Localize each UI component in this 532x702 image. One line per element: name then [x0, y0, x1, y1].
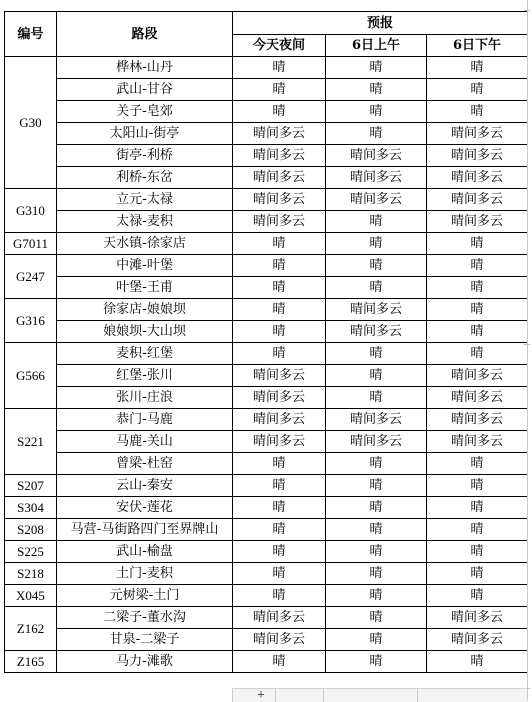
- table-row: [5, 607, 528, 629]
- route-cell: 甘泉-二梁子: [57, 629, 233, 651]
- route-cell: 马营-马街路四门至界牌山: [57, 519, 233, 541]
- forecast-afternoon-cell: 晴: [427, 101, 528, 123]
- table-row: [5, 57, 528, 79]
- table-row: [5, 629, 528, 651]
- forecast-tonight-cell: 晴: [233, 321, 326, 343]
- forecast-afternoon-cell: 晴: [427, 541, 528, 563]
- period-header-afternoon: 6日下午: [427, 35, 528, 57]
- table-row: [5, 563, 528, 585]
- route-cell: 恭门-马鹿: [57, 409, 233, 431]
- forecast-afternoon-cell: 晴: [427, 563, 528, 585]
- forecast-tonight-cell: 晴: [233, 255, 326, 277]
- forecast-afternoon-cell: 晴: [427, 497, 528, 519]
- forecast-afternoon-cell: 晴间多云: [427, 123, 528, 145]
- forecast-afternoon-cell: 晴间多云: [427, 211, 528, 233]
- forecast-tonight-cell: 晴间多云: [233, 365, 326, 387]
- forecast-afternoon-cell: 晴间多云: [427, 431, 528, 453]
- road-code-cell: S207: [5, 475, 57, 497]
- road-code-cell: Z165: [5, 651, 57, 673]
- route-cell: 中滩-叶堡: [57, 255, 233, 277]
- table-row: [5, 277, 528, 299]
- header-row-1: [5, 12, 528, 35]
- forecast-tonight-cell: 晴间多云: [233, 387, 326, 409]
- sheet-tab-bar: [232, 688, 527, 702]
- code-header: 编号: [5, 12, 57, 57]
- route-cell: 桦林-山丹: [57, 57, 233, 79]
- table-row: [5, 409, 528, 431]
- table-row: [5, 255, 528, 277]
- table-row: [5, 233, 528, 255]
- forecast-morning-cell: 晴: [326, 519, 427, 541]
- route-cell: 太阳山-街亭: [57, 123, 233, 145]
- forecast-tonight-cell: 晴: [233, 541, 326, 563]
- forecast-tonight-cell: 晴: [233, 563, 326, 585]
- forecast-tonight-cell: 晴: [233, 57, 326, 79]
- forecast-morning-cell: 晴间多云: [326, 299, 427, 321]
- table-row: [5, 79, 528, 101]
- table-row: [5, 101, 528, 123]
- forecast-tonight-cell: 晴间多云: [233, 431, 326, 453]
- forecast-tonight-cell: 晴间多云: [233, 629, 326, 651]
- forecast-tonight-cell: 晴: [233, 101, 326, 123]
- route-cell: 土门-麦积: [57, 563, 233, 585]
- table-row: [5, 387, 528, 409]
- forecast-sheet: [4, 11, 528, 673]
- forecast-tonight-cell: 晴间多云: [233, 211, 326, 233]
- forecast-afternoon-cell: 晴间多云: [427, 629, 528, 651]
- forecast-tonight-cell: 晴: [233, 299, 326, 321]
- forecast-morning-cell: 晴: [326, 277, 427, 299]
- forecast-tonight-cell: 晴: [233, 585, 326, 607]
- table-row: [5, 497, 528, 519]
- table-row: [5, 189, 528, 211]
- forecast-morning-cell: 晴: [326, 629, 427, 651]
- forecast-afternoon-cell: 晴: [427, 343, 528, 365]
- forecast-tonight-cell: 晴间多云: [233, 167, 326, 189]
- forecast-morning-cell: 晴: [326, 453, 427, 475]
- road-code-cell: S218: [5, 563, 57, 585]
- forecast-tonight-cell: 晴间多云: [233, 189, 326, 211]
- forecast-tonight-cell: 晴: [233, 79, 326, 101]
- forecast-afternoon-cell: 晴: [427, 277, 528, 299]
- route-cell: 麦积-红堡: [57, 343, 233, 365]
- route-cell: 天水镇-徐家店: [57, 233, 233, 255]
- forecast-morning-cell: 晴: [326, 101, 427, 123]
- page-right-edge: [527, 0, 528, 701]
- forecast-afternoon-cell: 晴: [427, 233, 528, 255]
- forecast-afternoon-cell: 晴: [427, 79, 528, 101]
- forecast-tonight-cell: 晴: [233, 497, 326, 519]
- forecast-tonight-cell: 晴: [233, 233, 326, 255]
- road-code-cell: Z162: [5, 607, 57, 651]
- table-row: [5, 299, 528, 321]
- forecast-afternoon-cell: 晴: [427, 255, 528, 277]
- route-cell: 张川-庄浪: [57, 387, 233, 409]
- forecast-morning-cell: 晴间多云: [326, 145, 427, 167]
- road-code-cell: S221: [5, 409, 57, 475]
- forecast-afternoon-cell: 晴: [427, 321, 528, 343]
- route-cell: 武山-甘谷: [57, 79, 233, 101]
- forecast-morning-cell: 晴: [326, 343, 427, 365]
- forecast-morning-cell: 晴: [326, 563, 427, 585]
- road-code-cell: G566: [5, 343, 57, 409]
- forecast-morning-cell: 晴间多云: [326, 167, 427, 189]
- add-sheet-button[interactable]: +: [257, 687, 265, 701]
- route-cell: 叶堡-王甫: [57, 277, 233, 299]
- forecast-afternoon-cell: 晴间多云: [427, 189, 528, 211]
- forecast-morning-cell: 晴: [326, 57, 427, 79]
- margin-marker: [524, 10, 530, 11]
- route-cell: 马力-滩歌: [57, 651, 233, 673]
- forecast-tonight-cell: 晴间多云: [233, 607, 326, 629]
- table-row: [5, 585, 528, 607]
- forecast-morning-cell: 晴间多云: [326, 409, 427, 431]
- table-row: [5, 519, 528, 541]
- road-code-cell: X045: [5, 585, 57, 607]
- forecast-afternoon-cell: 晴: [427, 475, 528, 497]
- route-cell: 徐家店-娘娘坝: [57, 299, 233, 321]
- forecast-afternoon-cell: 晴: [427, 57, 528, 79]
- route-cell: 二梁子-董水沟: [57, 607, 233, 629]
- forecast-afternoon-cell: 晴: [427, 651, 528, 673]
- table-row: [5, 365, 528, 387]
- table-row: [5, 651, 528, 673]
- tab-separator: [232, 689, 233, 702]
- route-cell: 武山-榆盘: [57, 541, 233, 563]
- forecast-afternoon-cell: 晴间多云: [427, 167, 528, 189]
- route-cell: 街亭-利桥: [57, 145, 233, 167]
- table-row: [5, 431, 528, 453]
- forecast-morning-cell: 晴: [326, 387, 427, 409]
- period-header-tonight: 今天夜间: [233, 35, 326, 57]
- period-header-morning: 6日上午: [326, 35, 427, 57]
- forecast-afternoon-cell: 晴: [427, 299, 528, 321]
- table-row: [5, 321, 528, 343]
- route-header: 路段: [57, 12, 233, 57]
- table-body: [5, 57, 528, 673]
- forecast-tonight-cell: 晴间多云: [233, 123, 326, 145]
- road-code-cell: S225: [5, 541, 57, 563]
- route-cell: 云山-秦安: [57, 475, 233, 497]
- forecast-afternoon-cell: 晴: [427, 519, 528, 541]
- table-row: [5, 211, 528, 233]
- forecast-tonight-cell: 晴: [233, 453, 326, 475]
- forecast-morning-cell: 晴: [326, 79, 427, 101]
- forecast-afternoon-cell: 晴间多云: [427, 387, 528, 409]
- route-cell: 安伏-莲花: [57, 497, 233, 519]
- forecast-morning-cell: 晴: [326, 475, 427, 497]
- route-cell: 关子-皂郊: [57, 101, 233, 123]
- road-code-cell: G30: [5, 57, 57, 189]
- table-row: [5, 541, 528, 563]
- forecast-morning-cell: 晴间多云: [326, 189, 427, 211]
- margin-marker: [524, 344, 530, 345]
- forecast-morning-cell: 晴: [326, 211, 427, 233]
- forecast-morning-cell: 晴: [326, 233, 427, 255]
- forecast-afternoon-cell: 晴间多云: [427, 145, 528, 167]
- forecast-tonight-cell: 晴: [233, 651, 326, 673]
- forecast-morning-cell: 晴: [326, 607, 427, 629]
- table-row: [5, 145, 528, 167]
- forecast-afternoon-cell: 晴: [427, 453, 528, 475]
- forecast-tonight-cell: 晴: [233, 475, 326, 497]
- road-code-cell: S304: [5, 497, 57, 519]
- table-row: [5, 453, 528, 475]
- route-cell: 马鹿-关山: [57, 431, 233, 453]
- route-cell: 利桥-东岔: [57, 167, 233, 189]
- route-cell: 娘娘坝-大山坝: [57, 321, 233, 343]
- forecast-tonight-cell: 晴间多云: [233, 145, 326, 167]
- forecast-afternoon-cell: 晴间多云: [427, 365, 528, 387]
- forecast-tonight-cell: 晴间多云: [233, 409, 326, 431]
- table-row: [5, 475, 528, 497]
- table-row: [5, 343, 528, 365]
- road-weather-forecast-table: [4, 11, 528, 673]
- forecast-tonight-cell: 晴: [233, 343, 326, 365]
- forecast-header: 预报: [233, 12, 528, 35]
- route-cell: 曾梁-杜窑: [57, 453, 233, 475]
- forecast-morning-cell: 晴: [326, 541, 427, 563]
- forecast-morning-cell: 晴: [326, 123, 427, 145]
- forecast-tonight-cell: 晴: [233, 277, 326, 299]
- route-cell: 太禄-麦积: [57, 211, 233, 233]
- tab-separator: [275, 689, 276, 702]
- forecast-morning-cell: 晴: [326, 651, 427, 673]
- forecast-morning-cell: 晴间多云: [326, 431, 427, 453]
- road-code-cell: S208: [5, 519, 57, 541]
- road-code-cell: G247: [5, 255, 57, 299]
- tab-separator: [417, 689, 418, 702]
- table-row: [5, 167, 528, 189]
- forecast-morning-cell: 晴: [326, 497, 427, 519]
- route-cell: 元树梁-土门: [57, 585, 233, 607]
- route-cell: 立元-太禄: [57, 189, 233, 211]
- road-code-cell: G310: [5, 189, 57, 233]
- tab-separator: [323, 689, 324, 702]
- road-code-cell: G316: [5, 299, 57, 343]
- forecast-afternoon-cell: 晴间多云: [427, 607, 528, 629]
- route-cell: 红堡-张川: [57, 365, 233, 387]
- forecast-morning-cell: 晴: [326, 585, 427, 607]
- forecast-morning-cell: 晴: [326, 365, 427, 387]
- road-code-cell: G7011: [5, 233, 57, 255]
- table-row: [5, 123, 528, 145]
- forecast-afternoon-cell: 晴间多云: [427, 409, 528, 431]
- forecast-morning-cell: 晴: [326, 255, 427, 277]
- forecast-morning-cell: 晴间多云: [326, 321, 427, 343]
- forecast-tonight-cell: 晴: [233, 519, 326, 541]
- forecast-afternoon-cell: 晴: [427, 585, 528, 607]
